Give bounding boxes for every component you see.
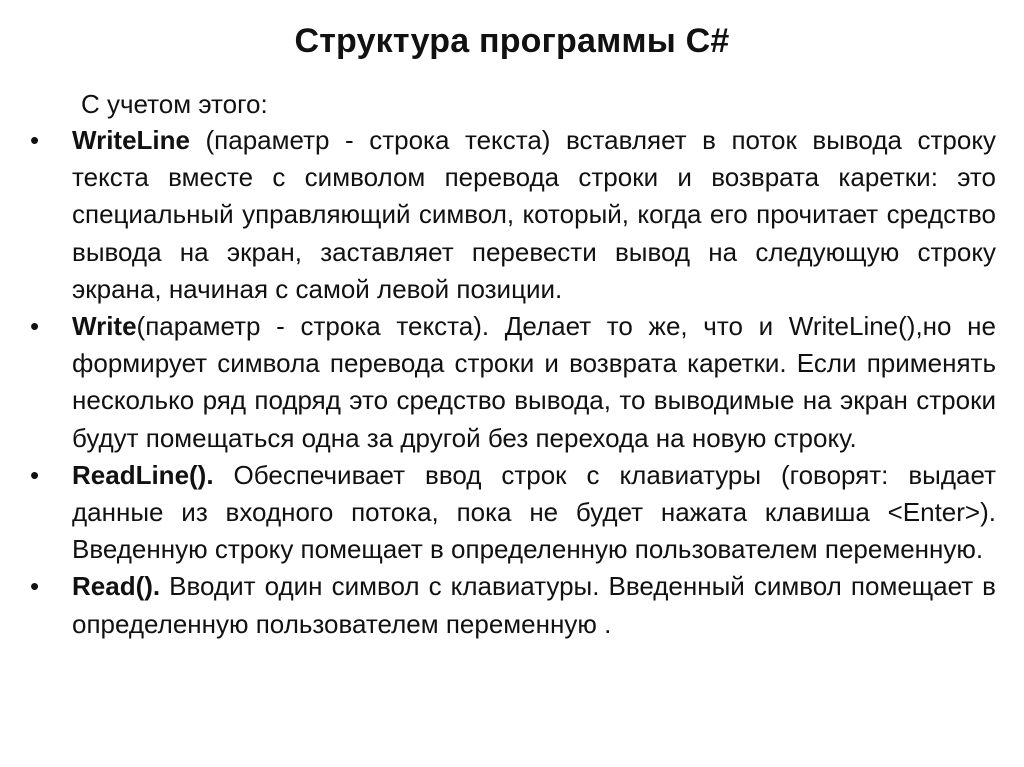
keyword-writeline: WriteLine	[72, 125, 190, 155]
bullet-icon: •	[30, 311, 40, 342]
bullet-list	[30, 122, 996, 643]
bullet-icon: •	[30, 125, 40, 155]
keyword-read: Read().	[72, 571, 161, 602]
list-item-write	[30, 308, 996, 457]
bullet-icon: •	[30, 571, 40, 602]
list-item-writeline	[30, 122, 996, 308]
bullet-icon: •	[30, 459, 40, 490]
description-read: Вводит один символ с клавиатуры. Введенный символ помещает в определенную пользователем переменную .	[72, 571, 996, 639]
page-title: Структура программы C#	[294, 22, 730, 60]
description-readline: Обеспечивает ввод строк с клавиатуры (говорят: выдает данные из входного потока, пока не будет нажата клавиша <Enter>). Введенную строку помещает в определенную пользователем переменную.	[72, 459, 996, 565]
description-writeline: (параметр - строка текста) вставляет в поток вывода строку текста вместе с символом перевода строки и возврата каретки: это специальный управляющий символ, который, когда его прочитает средство вывода на экран, заставляет перевести вывод на следующую строку экрана, начиная с самой левой позиции.	[72, 125, 996, 304]
keyword-readline: ReadLine().	[72, 459, 214, 490]
list-item-readline	[30, 457, 996, 569]
keyword-write: Write	[72, 311, 137, 342]
intro-text: С учетом этого:	[81, 89, 268, 119]
description-write: (параметр - строка текста). Делает то же, что и WriteLine(),но не формирует символа перевода строки и возврата каретки. Если применять несколько ряд подряд это средство вывода, то выводимые на экран строки будут помещаться одна за другой без перехода на новую строку.	[72, 311, 996, 453]
list-item-read	[30, 568, 996, 642]
